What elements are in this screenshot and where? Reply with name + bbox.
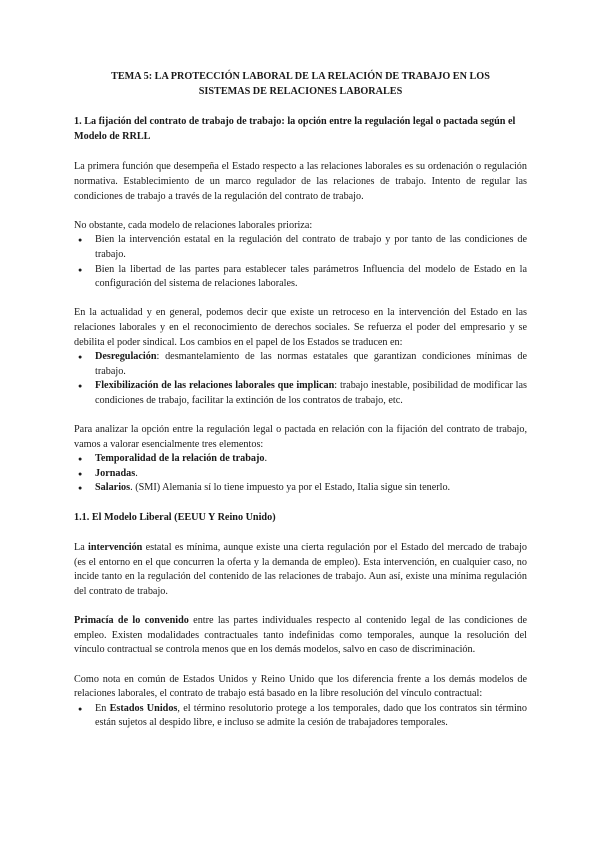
title-line-1: TEMA 5: LA PROTECCIÓN LABORAL DE LA RELACIÓN DE TRABAJO EN LOS	[111, 71, 490, 82]
list-item: ● Bien la libertad de las partes para establecer tales parámetros Influencia del modelo de Estado en la configuración del sistema de relaciones laborales.	[74, 263, 527, 292]
liberal-model-list	[74, 702, 527, 731]
list-item	[74, 467, 527, 482]
list-item-text: .	[264, 453, 268, 465]
text-run: En	[95, 702, 110, 714]
section-1-1-heading: 1.1. El Modelo Liberal (EEUU Y Reino Unido)	[74, 511, 276, 523]
list-item	[74, 350, 527, 379]
document-body	[74, 70, 527, 746]
list-item: ● Bien la intervención estatal en la regulación del contrato de trabajo y por tanto de las condiciones de trabajo.	[74, 233, 527, 262]
model-priorities-list	[74, 233, 527, 291]
list-item	[74, 702, 527, 731]
section-1-heading: 1. La fijación del contrato de trabajo de trabajo: la opción entre la regulación legal o pactada según el Modelo de RRLL	[74, 116, 516, 142]
section-1-paragraph-1: La primera función que desempeña el Estado respecto a las relaciones laborales es su ordenación o regulación normativa. Establecimiento de un marco regulador de las relaciones de trabajo. Intento de regular las condiciones de trabajo a través de la regulación del contrato de trabajo.	[74, 161, 527, 202]
bold-term: Primacía de lo convenido	[74, 615, 189, 627]
section-1-paragraph-2-intro: No obstante, cada modelo de relaciones laborales prioriza:	[74, 219, 313, 231]
list-item-term: Jornadas	[95, 467, 136, 479]
list-item-term: Salarios	[95, 482, 131, 494]
text-run: estatal es mínima, aunque existe una cierta regulación por el Estado del mercado de trabajo (es el entorno en el que concurren la oferta y la demanda de empleo). Esta intervención, en cualquier caso, no incide tanto en la regulación del contenido de las relaciones de trabajo. Aun así, existe una mínima regulación del contrato de trabajo.	[74, 542, 527, 597]
document-title	[74, 70, 527, 99]
bold-term: Estados Unidos	[109, 702, 178, 714]
list-item-text: .	[135, 467, 138, 479]
text-run: entre las partes individuales respecto al contenido legal de las condiciones de empleo. Existen modalidades contractuales tanto indefinidas como temporales, aunque la resolución del vínculo contractual se controla menos que en los demás modelos, salvo en caso de discriminación.	[74, 615, 527, 656]
section-1-1-paragraph-1	[74, 541, 527, 599]
title-line-2: SISTEMAS DE RELACIONES LABORALES	[198, 85, 403, 97]
section-1-paragraph-4: Para analizar la opción entre la regulación legal o pactada en relación con la fijación del contrato de trabajo, vamos a valorar esencialmente tres elementos:	[74, 424, 527, 450]
text-run: , el término resolutorio protege a los temporales, dado que los contratos sin término están sujetos al despido libre, e incluso se admite la cesión de trabajadores temporales.	[95, 702, 527, 729]
bold-term: intervención	[88, 542, 143, 554]
list-item-text: : desmantelamiento de las normas estatales que garantizan condiciones mínimas de trabajo.	[95, 351, 527, 377]
list-item	[74, 379, 527, 408]
elements-list	[74, 452, 527, 496]
list-item-text: . (SMI) Alemania sí lo tiene impuesto ya por el Estado, Italia sigue sin tenerlo.	[130, 482, 451, 494]
list-item-term: Temporalidad de la relación de trabajo	[95, 453, 265, 465]
section-1-1-paragraph-3: Como nota en común de Estados Unidos y Reino Unido que los diferencia frente a los demás modelos de relaciones laborales, el contrato de trabajo está basado en la libre resolución del vínculo contractual:	[74, 673, 527, 700]
list-item	[74, 481, 527, 496]
section-1-1-paragraph-2	[74, 614, 527, 658]
list-item	[74, 452, 527, 467]
list-item-term: Desregulación	[95, 351, 157, 363]
state-changes-list	[74, 350, 527, 408]
list-item-text: : trabajo inestable, posibilidad de modificar las condiciones de trabajo, facilitar la extinción de los contratos de trabajo, etc.	[95, 380, 527, 406]
section-1-paragraph-3: En la actualidad y en general, podemos decir que existe un retroceso en la intervención del Estado en las relaciones laborales y en el reconocimiento de derechos sociales. Se refuerza el poder del empresario y se debilita el poder sindical. Los cambios en el papel de los Estados se traducen en:	[74, 307, 527, 348]
list-item-term: Flexibilización de las relaciones laborales que implican	[95, 380, 335, 392]
text-run: La	[74, 542, 89, 554]
